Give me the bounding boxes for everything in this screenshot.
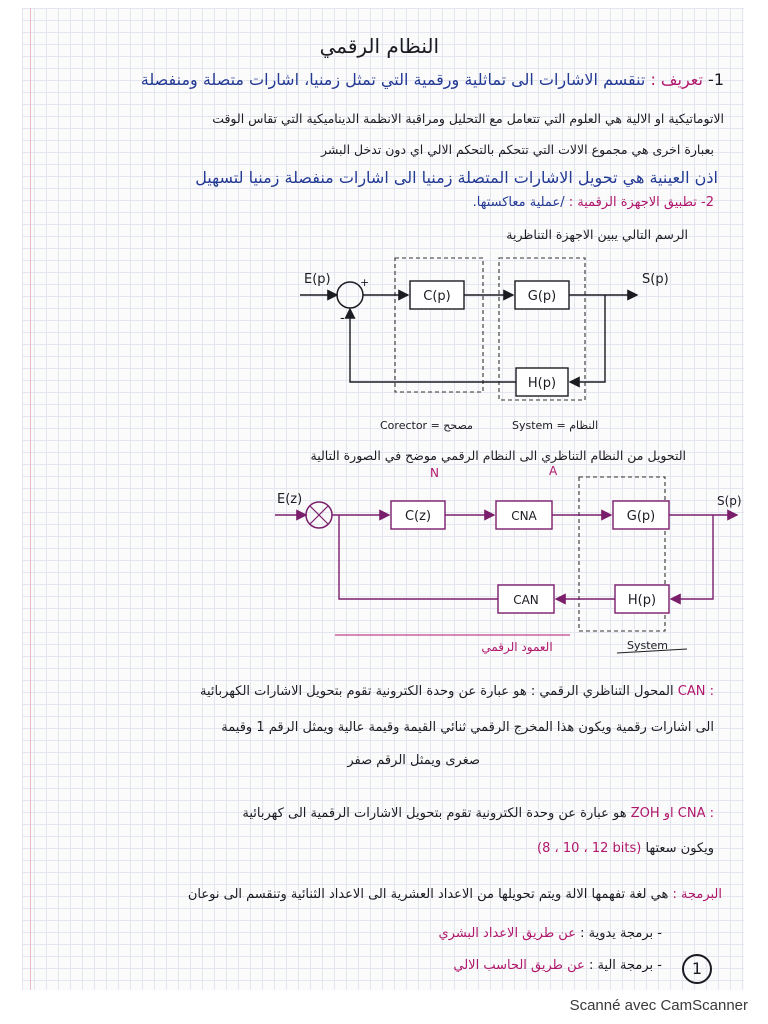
- cna-line-2: [537, 841, 714, 856]
- notebook-page: [22, 8, 744, 990]
- analog-block-diagram: [262, 246, 722, 436]
- block-g-p-label: G(p): [527, 289, 557, 304]
- diagram1-input-label: E(p): [304, 272, 331, 287]
- can-line-1: [200, 684, 714, 699]
- programming-line: [188, 887, 722, 902]
- cna-term: ZOH او CNA :: [630, 806, 714, 821]
- programming-item-2-text: عن طريق الحاسب الالي: [453, 958, 585, 973]
- programming-text: هي لغة تفهمها الالة ويتم تحويلها من الاعداد العشرية الى الاعداد الثنائية وتنقسم الى نوعان: [187, 887, 669, 902]
- cna-text-2: ويكون سعتها: [645, 841, 714, 856]
- diagram1-output-label: S(p): [642, 272, 669, 287]
- diagram2-caption: التحويل من النظام التناظري الى النظام الرقمي موضح في الصورة التالية: [310, 448, 686, 463]
- definition-text: تنقسم الاشارات الى تماثلية ورقمية التي تمثل زمنيا، اشارات متصلة ومنفصلة: [140, 70, 646, 89]
- can-line-2: الى اشارات رقمية ويكون هذا المخرج الرقمي ثنائي القيمة وقيمة عالية ويمثل الرقم 1 وقيمة: [221, 720, 714, 735]
- page-number-text: 1: [691, 959, 703, 978]
- diagram2-input-label: E(z): [277, 492, 303, 507]
- text-line-3: بعبارة اخرى هي مجموع الالات التي تتحكم بالتحكم الالي اي دون تدخل البشر: [320, 142, 714, 157]
- programming-item-1: - برمجة يدوية : عن طريق الاعداد البشري: [438, 926, 662, 941]
- diagram2-output-label: S(p): [717, 494, 742, 508]
- mark-n: N: [430, 466, 439, 480]
- text-line-4: اذن العينية هي تحويل الاشارات المتصلة زمنيا الى اشارات منفصلة زمنيا لتسهيل: [195, 168, 718, 187]
- block-c-p-label: C(p): [423, 289, 451, 304]
- programming-item-2-label: برمجة الية :: [588, 958, 654, 973]
- margin-line: [30, 8, 31, 990]
- mark-a: A: [549, 464, 558, 478]
- block-cna-label: CNA: [511, 509, 537, 523]
- definition-number: 1: [713, 70, 724, 89]
- definition-label: تعريف :: [650, 70, 703, 89]
- minus-sign: -: [340, 311, 345, 326]
- text-line-2: الاتوماتيكية او الالية هي العلوم التي تتعامل مع التحليل ومراقبة الانظمة الديناميكية التي تقاس الوقت: [212, 111, 724, 126]
- block-g-p-2-label: G(p): [626, 509, 656, 524]
- digital-part-label: العمود الرقمي: [481, 640, 553, 654]
- system-label: System = النظام: [512, 419, 599, 432]
- programming-term: البرمجة :: [672, 887, 722, 902]
- corrector-frame: [395, 258, 483, 392]
- scanner-footer: Scanné avec CamScanner: [569, 997, 748, 1014]
- block-c-z-label: C(z): [404, 509, 432, 524]
- plus-sign: +: [360, 276, 370, 289]
- digital-block-diagram: [247, 463, 747, 663]
- system-label-2: System: [627, 639, 669, 652]
- corrector-label: Corector = مصحح: [380, 419, 473, 432]
- can-text-1: المحول التناظري الرقمي : هو عبارة عن وحدة الكترونية تقوم بتحويل الاشارات الكهربائية: [200, 684, 674, 699]
- programming-item-2: - برمجة الية : عن طريق الحاسب الالي: [453, 958, 662, 973]
- cna-text-1: هو عبارة عن وحدة الكترونية تقوم بتحويل الاشارات الرقمية الى كهربائية: [242, 806, 627, 821]
- section-2-line: [473, 195, 714, 210]
- block-h-p-2-label: H(p): [627, 593, 657, 608]
- programming-item-1-label: برمجة يدوية :: [580, 926, 654, 941]
- block-h-p-label: H(p): [527, 376, 557, 391]
- cna-bits: (8 ، 10 ، 12 bits): [537, 841, 642, 856]
- page-title: النظام الرقمي: [319, 34, 439, 58]
- programming-item-1-text: عن طريق الاعداد البشري: [438, 926, 576, 941]
- section-2-text: /عملية معاكستها.: [472, 195, 565, 210]
- can-line-3: صغرى ويمثل الرقم صفر: [347, 753, 480, 768]
- can-term: CAN :: [677, 684, 714, 699]
- section-2-label: 2- تطبيق الاجهزة الرقمية :: [568, 195, 714, 210]
- page-number: [682, 954, 712, 984]
- diagram1-caption: الرسم التالي يبين الاجهزة التناظرية: [506, 227, 688, 242]
- cna-line-1: [242, 806, 714, 821]
- definition-line: 1- تعريف : تنقسم الاشارات الى تماثلية ورقمية التي تمثل زمنيا، اشارات متصلة ومنفصلة: [140, 70, 724, 89]
- block-can-label: CAN: [513, 593, 539, 607]
